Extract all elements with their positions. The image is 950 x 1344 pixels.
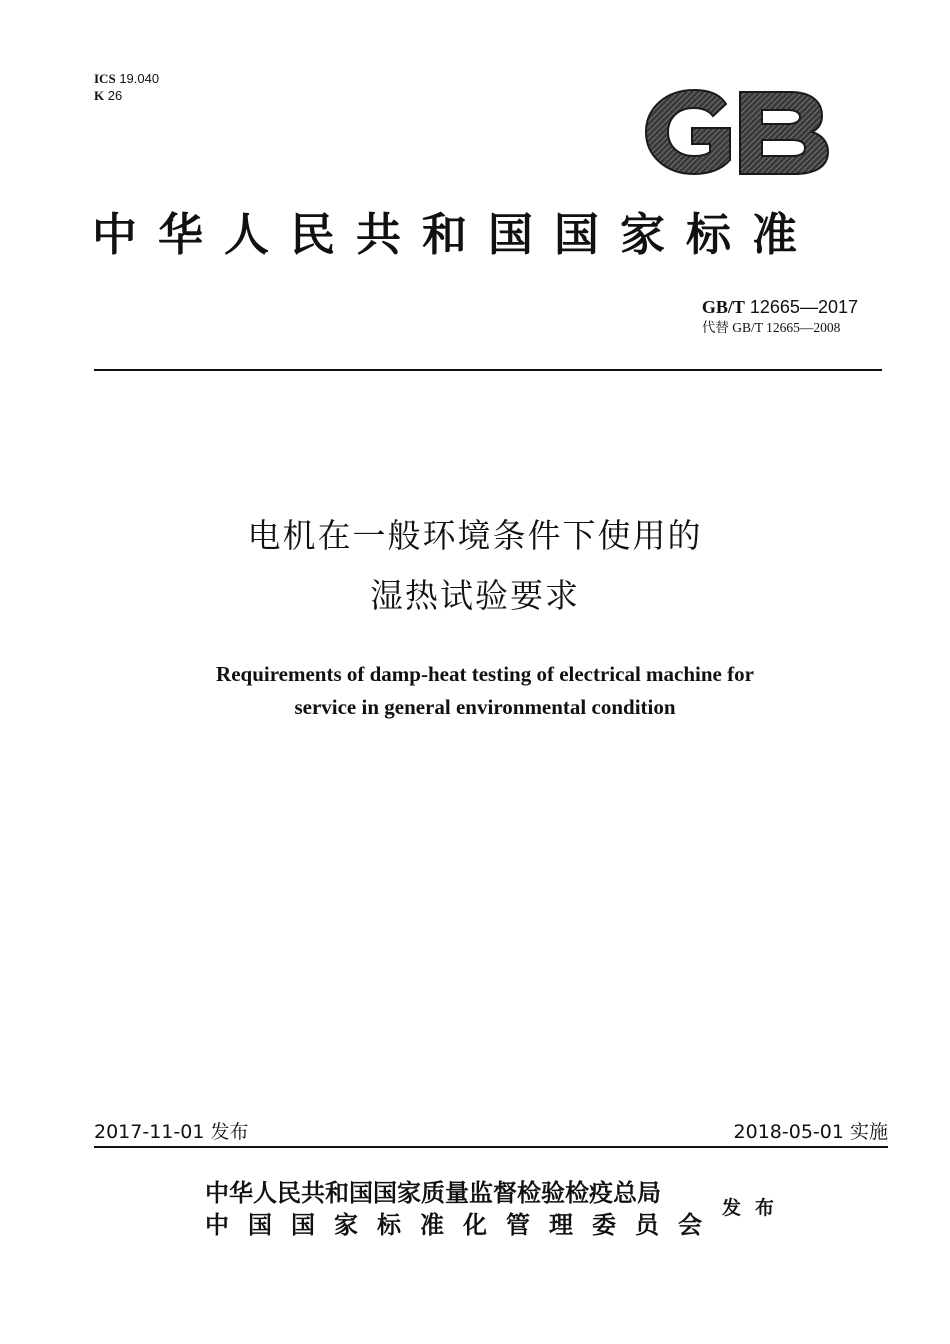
header-divider [94,369,882,371]
class-label: K [94,88,105,103]
footer-divider [94,1146,888,1148]
class-value: 26 [107,88,123,103]
ics-value: 19.040 [119,71,160,86]
publisher-aqsiq: 中华人民共和国国家质量监督检验检疫总局 [205,1178,661,1207]
gb-logo [640,84,832,180]
english-title-line1: Requirements of damp-heat testing of electrical machine for [216,662,754,686]
standard-code-prefix: GB/T [701,297,745,317]
ics-classification [94,70,159,104]
publisher-sac: 中国国家标准化管理委员会 [205,1210,721,1239]
logo-text: GB [640,84,642,85]
ics-label: ICS [94,71,116,86]
standard-code [702,296,858,318]
chinese-title-line1: 电机在一般环境条件下使用的 [247,516,703,555]
english-title-line2: service in general environmental condition [294,695,676,719]
replaces-standard: 代替 GB/T 12665—2008 [701,320,841,335]
standard-number-block [702,296,858,337]
publish-label: 发布 [722,1197,789,1219]
issue-date: 2017-11-01 发布 [94,1121,249,1143]
standard-code-number: 12665—2017 [749,297,858,317]
chinese-title-line2: 湿热试验要求 [370,576,580,615]
effective-date: 2018-05-01 实施 [733,1121,888,1143]
main-title: 中华人民共和国国家标准 [92,208,819,261]
